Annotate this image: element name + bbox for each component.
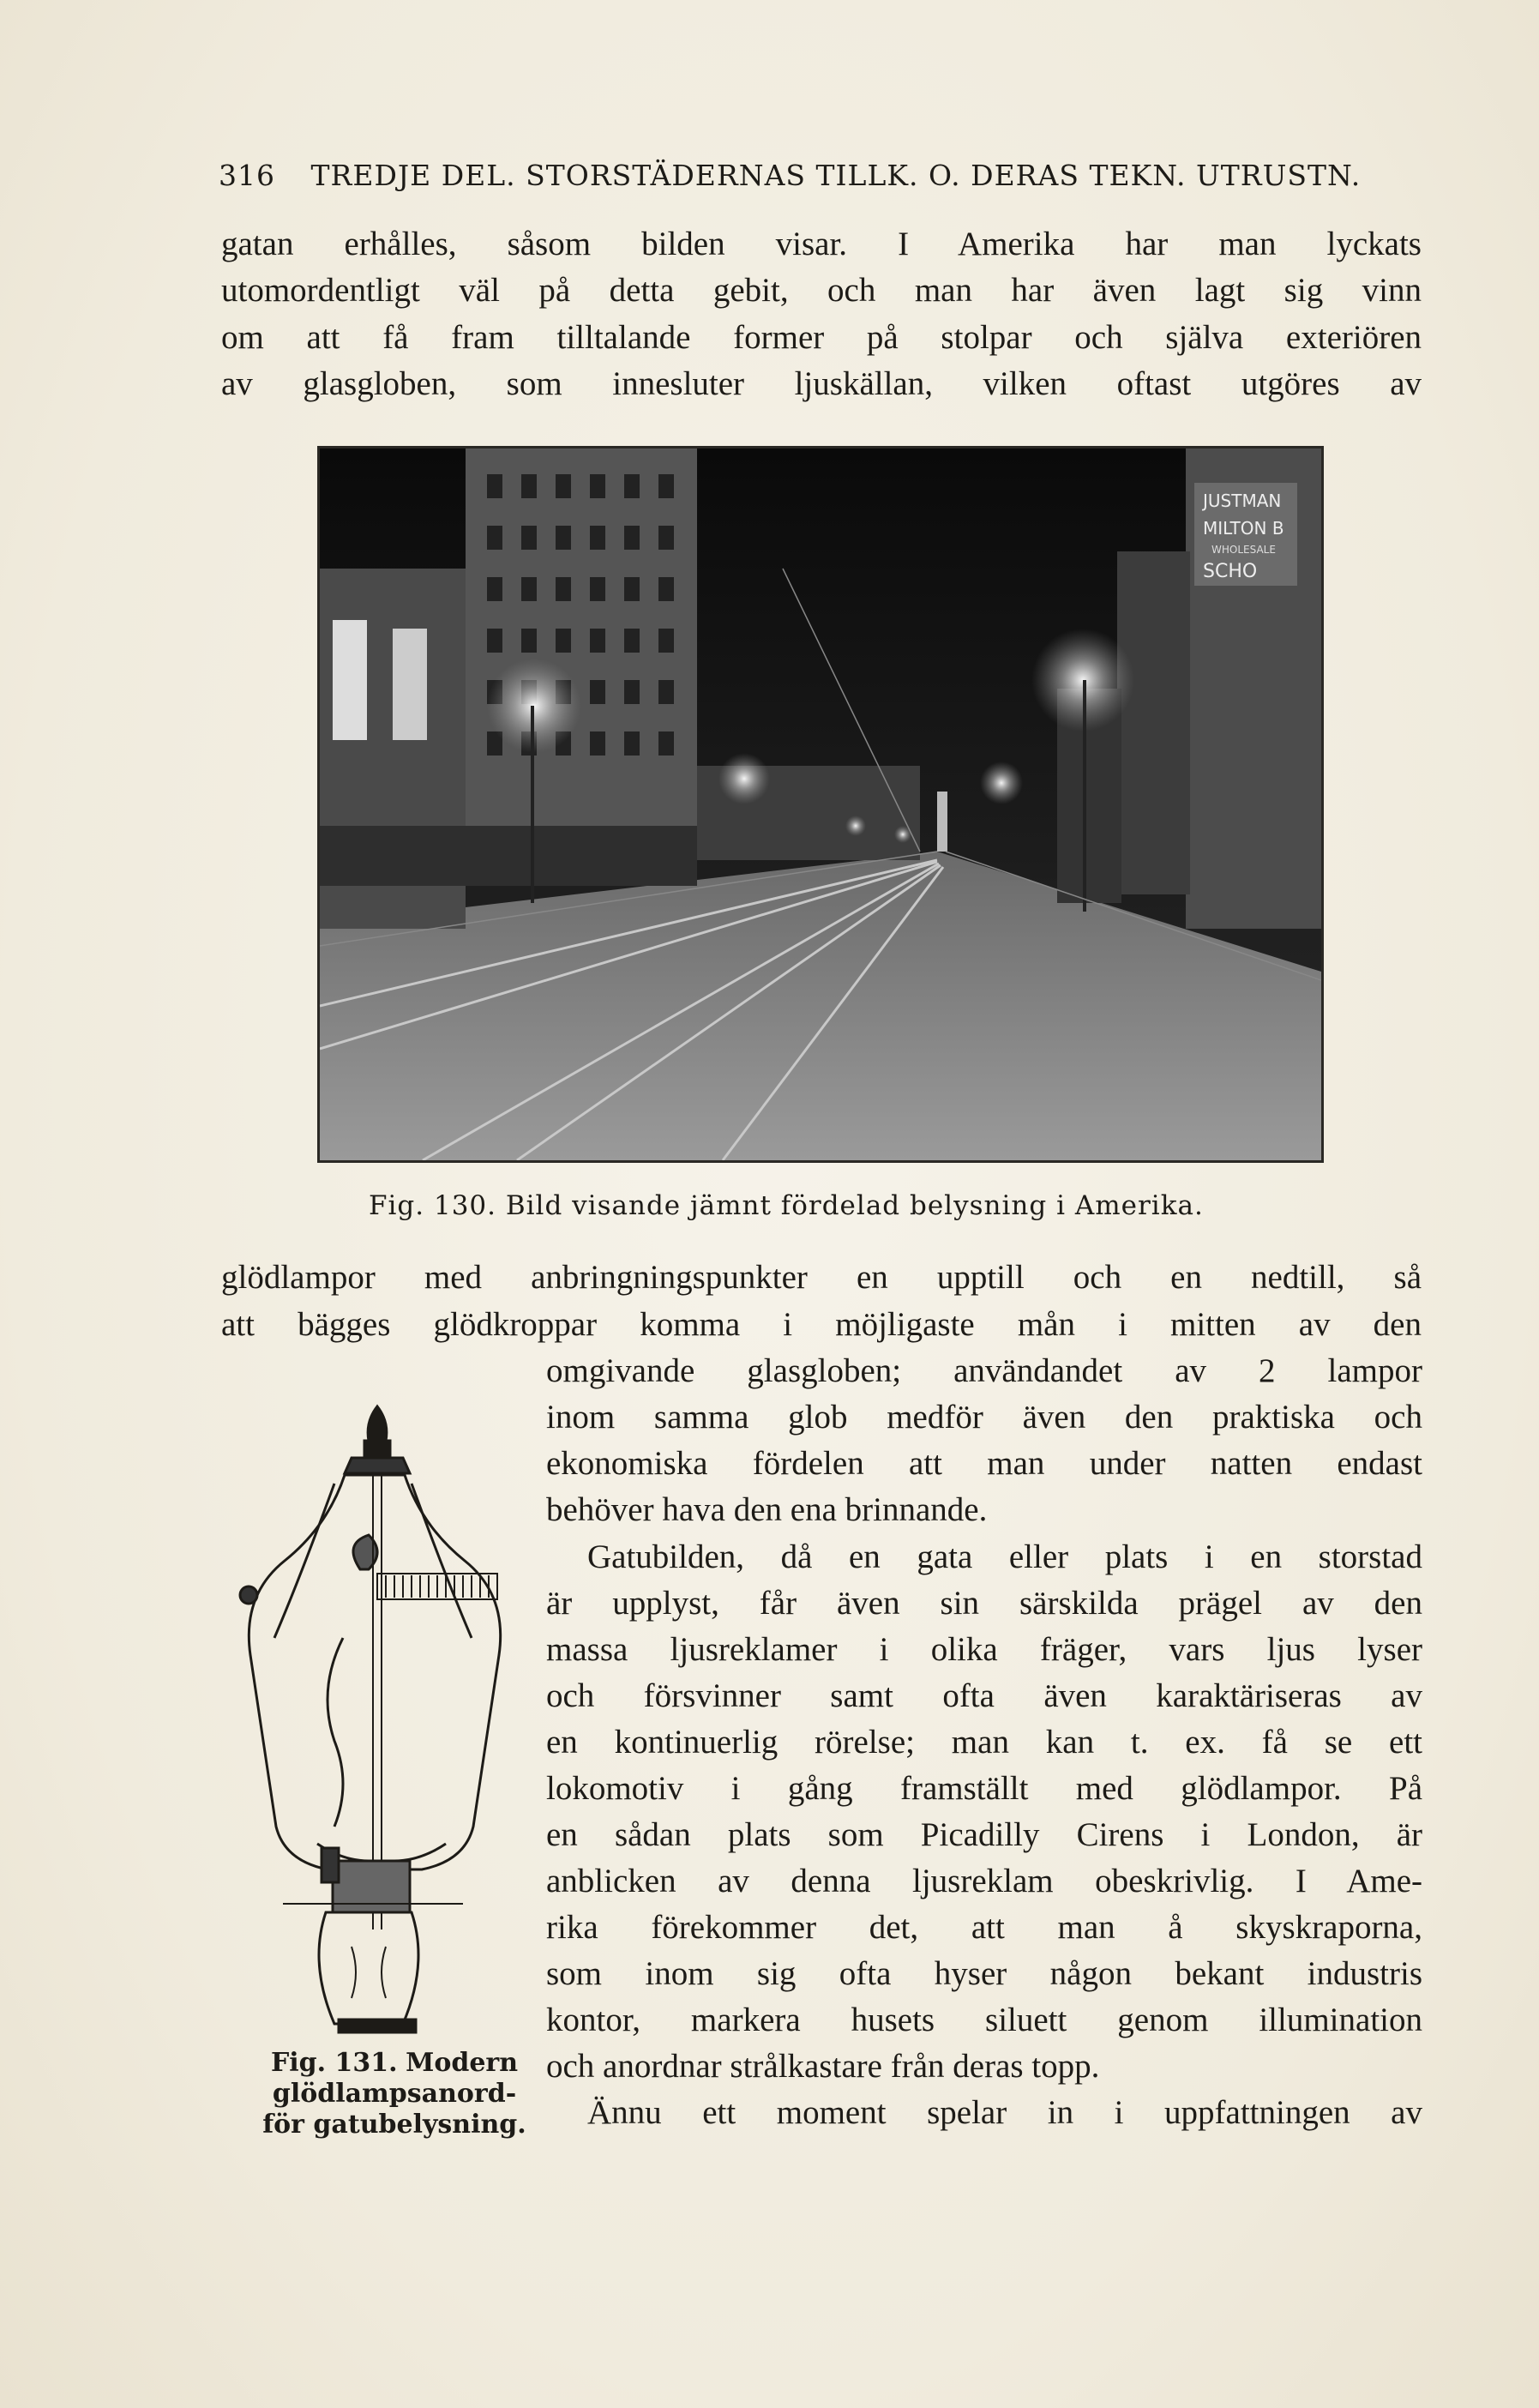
text-line: Gatubilden, då en gata eller plats i en storstad	[587, 1538, 1422, 1575]
figure-131-lamp-drawing	[231, 1398, 514, 2041]
night-street-photo	[320, 448, 1321, 1160]
text-line: kontor, markera husets siluett genom illumination	[546, 2002, 1422, 2038]
text-line: inom samma glob medför även den praktiska och	[546, 1399, 1422, 1436]
text-line: en sådan plats som Picadilly Cirens i London, är	[546, 1816, 1422, 1853]
text-line: anblicken av denna ljusreklam obeskrivlig. I Ame-	[546, 1863, 1422, 1899]
figure-131-caption-line: för gatubelysning.	[262, 2110, 526, 2140]
sign-text: SCHO	[1203, 561, 1258, 582]
text-line: utomordentligt väl på detta gebit, och man har även lagt sig vinn	[221, 272, 1422, 309]
text-line: och försvinner samt ofta även karaktäriseras av	[546, 1677, 1422, 1714]
figure-130-photo	[317, 446, 1324, 1163]
figure-131-label: Fig. 131.	[270, 2048, 398, 2078]
text-line: att bägges glödkroppar komma i möjligaste mån i mitten av den	[221, 1306, 1422, 1343]
sign-text: JUSTMAN	[1203, 491, 1282, 511]
text-line: Ännu ett moment spelar in i uppfattningen av	[587, 2094, 1422, 2131]
street-lamp-illustration	[231, 1398, 514, 2041]
page-number: 316	[219, 159, 275, 192]
figure-130-caption: Fig. 130. Bild visande jämnt fördelad belysning i Amerika.	[369, 1190, 1204, 1221]
text-line: av glasgloben, som innesluter ljuskällan, vilken oftast utgöres av	[221, 365, 1422, 402]
text-line: lokomotiv i gång framställt med glödlampor. På	[546, 1770, 1422, 1807]
running-title: TREDJE DEL. STORSTÄDERNAS TILLK. O. DERAS TEKN. UTRUSTN.	[310, 159, 1362, 192]
text-line: som inom sig ofta hyser någon bekant industris	[546, 1955, 1422, 1992]
text-line: massa ljusreklamer i olika fräger, vars ljus lyser	[546, 1631, 1422, 1668]
figure-131-caption-line: Modern	[406, 2048, 519, 2078]
text-line: om att få fram tilltalande former på stolpar och själva exteriören	[221, 319, 1422, 356]
text-line: rika förekommer det, att man å skyskraporna,	[546, 1909, 1422, 1946]
text-line: glödlampor med anbringningspunkter en upptill och en nedtill, så	[221, 1259, 1422, 1296]
sign-text: MILTON B	[1203, 518, 1284, 539]
text-line: ekonomiska fördelen att man under natten endast	[546, 1445, 1422, 1482]
text-line: behöver hava den ena brinnande.	[546, 1491, 988, 1528]
sign-text: WHOLESALE	[1211, 544, 1276, 556]
running-header	[219, 159, 1419, 192]
text-line: är upplyst, får även sin särskilda prägel av den	[546, 1585, 1422, 1622]
figure-131-caption-line: glödlampsanord-	[272, 2079, 517, 2109]
text-line: omgivande glasgloben; användandet av 2 lampor	[546, 1352, 1422, 1389]
text-line: gatan erhålles, såsom bilden visar. I Amerika har man lyckats	[221, 226, 1422, 262]
figure-131-caption	[244, 2048, 544, 2140]
text-line: en kontinuerlig rörelse; man kan t. ex. få se ett	[546, 1724, 1422, 1761]
text-line: och anordnar strålkastare från deras topp.	[546, 2048, 1100, 2085]
